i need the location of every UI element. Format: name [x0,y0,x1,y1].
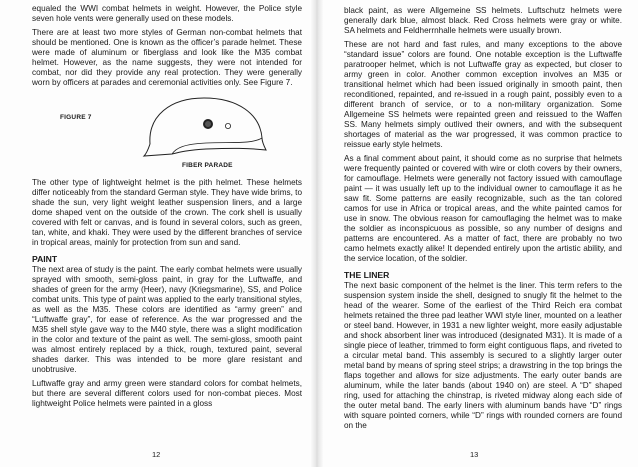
paragraph-intro: equaled the WWI combat helmets in weight. However, the Police style seven hole vents were generally used on these models. [32,4,302,23]
figure-label: FIGURE 7 [60,114,92,121]
figure-caption: FIBER PARADE [182,162,233,169]
page-number-right: 13 [470,450,479,459]
page-number-left: 12 [152,450,161,459]
left-page [0,0,310,467]
paragraph-luftwaffe-colors: Luftwaffe gray and army green were standard colors for combat helmets, but there are several different colors used for non-combat pieces. Most lightweight Police helmets were painted in a gloss [32,379,302,408]
paragraph-pith-helmet: The other type of lightweight helmet is the pith helmet. These helmets differ noticeably from the standard German style. They have wide brims, to shade the sun, very light weight leather suspension liners, and a large dome shaped vent on the outside of the crown. The cork shell is usually covered with felt or canvas, and is found in several colors, such as green, tan, white, and khaki. They were used by the different branches of service in tropical areas, mainly for protection from sun and sand. [32,178,303,247]
paragraph-paint: The next area of study is the paint. The early combat helmets were usually sprayed with smooth, semi-gloss paint, in gray for the Luftwaffe, and shades of green for the army (Heer), navy (Kriegsmarine), SS, and Police combat units. This type of paint was applied to the early transitional styles, as well as the M35. These colors are identified as “army green” and “Luftwaffe gray”, for ease of reference. As the war progressed and the M35 shell style gave way to the M40 style, there was a slight modification in the color and texture of the paint as well. The semi-gloss, smooth paint was almost entirely replaced by a thick, rough, textured paint, several shades darker. This was intended to be more glare resistant and unobtrusive. [32,265,302,374]
page-gutter [310,0,324,467]
parade-helmet-illustration [136,94,276,162]
figure-7 [32,92,302,172]
paragraph-camouflage: As a final comment about paint, it should come as no surprise that helmets were frequently painted or covered with wire or cloth covers by their owners, for camouflage. Helmets were generally not factory issued with camouflage paint — it was usually left up to the individual owner to camouflage it as he saw fit. Some patterns are easily recognizable, such as the tan colored camos for use in Africa or tropical areas, and the white painted camos for use in snow. The obvious reason for camouflaging the helmet was to make the soldier as inconspicuous as possible, so any number of designs and patterns are encountered. As a matter of fact, there are probably no two camo helmets exactly alike! It depended entirely upon the artistic ability, and the service location, of the soldier. [344,154,622,263]
right-column [344,6,622,435]
paragraph-black-paint: black paint, as were Allgemeine SS helmets. Luftschutz helmets were generally dark blue, almost black. Red Cross helmets were gray or white. SA helmets and Feldherrnhalle helmets were usually brown. [344,6,622,35]
paragraph-exceptions: These are not hard and fast rules, and many exceptions to the above “standard issue” colors are found. One notable exception is the Luftwaffe paratrooper helmet, which is not Luftwaffe gray as expected, but closer to army green in color. Another common exception involves an M35 or transitional helmet which had been issued originally in smooth paint, then reconditioned, repainted, and re-issued in a rough paint, possibly even to a different branch of service, or to a non-military organization. Some Allgemeine SS helmets were repainted green and reissued to the Waffen SS. Many helmets simply outlived their owners, and with the subsequent shortages of material as the war progressed, it was common practice to reissue early style helmets. [344,40,622,149]
paragraph-liner: The next basic component of the helmet is the liner. This term refers to the suspension system inside the shell, designed to snugly fit the helmet to the head of the wearer. Some of the earliest of the Third Reich era combat helmets retained the three pad leather WWI style liner, mounted on a leather or steel band. However, in 1931 a new lighter weight, more easily adjustable and shock absorbent liner was introduced (designated M31). It is made of a single piece of leather, trimmed to form eight contiguous flaps, and riveted to a circular metal band. This assembly is secured to a slightly larger outer metal band by means of spring steel strips; a drawstring in the top brings the flaps together and allows for size adjustments. The early outer bands are aluminum, while the later bands (about 1940 on) are steel. A “D” shaped ring, used for attaching the chinstrap, is riveted midway along each side of the outer metal band. The early liners with aluminum bands have “D” rings with square pointed corners, while “D” rings with rounded corners are found on the [344,281,622,430]
heading-liner: THE LINER [344,270,390,280]
paragraph-noncombat: There are at least two more styles of German non-combat helmets that should be mentioned. One is known as the officer’s parade helmet. These were made of aluminum or fiberglass and look like the M35 combat helmet. However, as the name suggests, they were not intended for combat, nor did they provide any real protection. They were generally worn by officers at parades and ceremonial activities only. See Figure 7. [32,28,302,87]
right-page [324,0,638,467]
left-column [32,4,302,413]
heading-paint: PAINT [32,254,58,264]
